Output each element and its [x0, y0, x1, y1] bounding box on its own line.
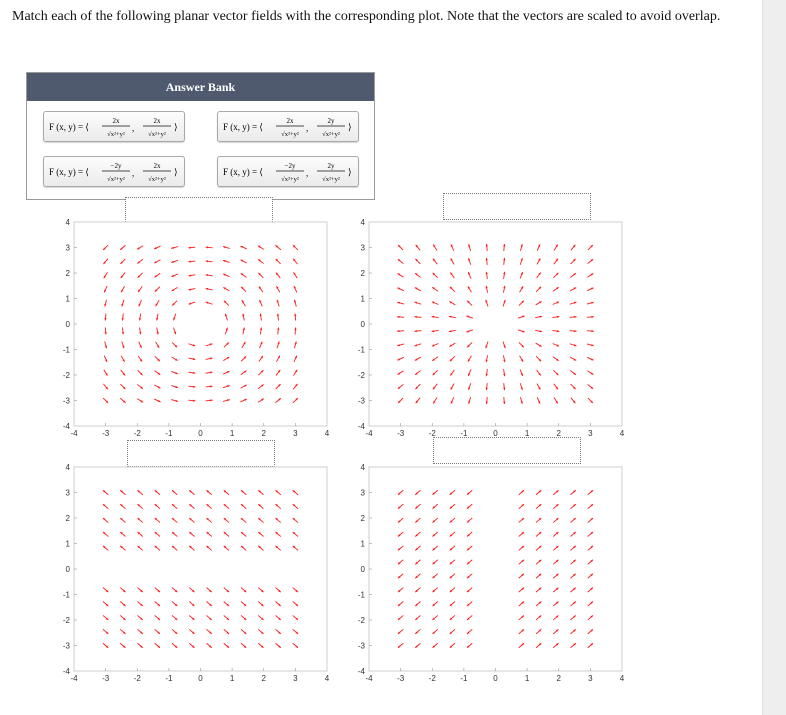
plot-frame — [74, 467, 327, 671]
x-tick-label: -3 — [102, 674, 110, 683]
formula-rhs: ⟩ — [348, 167, 352, 177]
denominator-1: √x²+y² — [107, 131, 125, 138]
formula-2 — [218, 112, 360, 143]
y-tick-label: 3 — [360, 488, 365, 498]
numerator-1: −2y — [284, 162, 296, 170]
numerator-1: 2x — [112, 117, 120, 125]
y-tick-label: -4 — [357, 422, 365, 431]
y-tick-label: 2 — [360, 514, 365, 523]
y-tick-label: 2 — [65, 269, 70, 278]
x-tick-label: -2 — [428, 429, 436, 438]
answer-bank — [26, 72, 375, 200]
y-tick-label: 1 — [360, 294, 365, 304]
x-tick-label: 4 — [324, 429, 330, 438]
question-text: Match each of the following planar vector fields with the corresponding plot. Note that the vectors are scaled to avoid overlap. — [12, 9, 721, 24]
vector-plot-4 — [357, 463, 627, 683]
formula-rhs: ⟩ — [174, 167, 178, 177]
x-tick-label: -1 — [460, 429, 468, 438]
x-tick-label: 4 — [324, 674, 330, 683]
formula-rhs: ⟩ — [348, 122, 352, 132]
answer-chip-2[interactable] — [217, 111, 359, 142]
x-tick-label: -1 — [165, 674, 173, 683]
comma: , — [132, 123, 135, 133]
formula-3 — [44, 157, 186, 188]
y-tick-label: 4 — [65, 463, 70, 472]
y-tick-label: 4 — [360, 463, 365, 472]
formula-lhs: F (x, y) = ⟨ — [49, 122, 89, 132]
x-tick-label: 3 — [293, 674, 298, 683]
formula-4 — [218, 157, 360, 188]
x-tick-label: -3 — [102, 429, 110, 438]
numerator-2: 2x — [153, 117, 161, 125]
x-tick-label: -4 — [70, 429, 78, 438]
y-tick-label: -4 — [357, 667, 365, 676]
x-tick-label: 2 — [556, 429, 561, 438]
y-tick-label: -3 — [357, 641, 365, 651]
y-tick-label: -1 — [62, 590, 70, 600]
denominator-1: √x²+y² — [281, 176, 299, 183]
x-tick-label: 4 — [619, 429, 625, 438]
x-tick-label: 1 — [229, 674, 235, 683]
x-tick-label: 2 — [261, 429, 266, 438]
formula-1 — [44, 112, 186, 143]
x-tick-label: -3 — [397, 429, 405, 438]
y-tick-label: -3 — [357, 396, 365, 406]
numerator-1: −2y — [110, 162, 122, 170]
y-tick-label: -2 — [357, 371, 365, 380]
y-tick-label: 3 — [360, 243, 365, 253]
formula-rhs: ⟩ — [174, 122, 178, 132]
x-tick-label: 0 — [198, 674, 203, 683]
x-tick-label: 1 — [524, 674, 530, 683]
right-sidebar — [762, 0, 786, 715]
comma: , — [132, 168, 135, 178]
formula-lhs: F (x, y) = ⟨ — [49, 167, 89, 177]
comma: , — [306, 168, 309, 178]
x-tick-label: 0 — [493, 429, 498, 438]
answer-bank-header: Answer Bank — [27, 73, 374, 101]
denominator-1: √x²+y² — [281, 131, 299, 138]
y-tick-label: 1 — [65, 294, 70, 304]
answer-chip-1[interactable] — [43, 111, 185, 142]
y-tick-label: -4 — [62, 667, 70, 676]
y-tick-label: -2 — [357, 616, 365, 625]
x-tick-label: 3 — [588, 674, 593, 683]
vector-plot-3 — [62, 463, 332, 683]
denominator-2: √x²+y² — [148, 131, 166, 138]
y-tick-label: -3 — [62, 641, 70, 651]
y-tick-label: -1 — [357, 590, 365, 600]
x-tick-label: -4 — [70, 674, 78, 683]
y-tick-label: -2 — [62, 616, 70, 625]
x-tick-label: 3 — [588, 429, 593, 438]
denominator-2: √x²+y² — [322, 131, 340, 138]
x-tick-label: -2 — [133, 429, 141, 438]
x-tick-label: 0 — [198, 429, 203, 438]
y-tick-label: -2 — [62, 371, 70, 380]
plot-frame — [74, 222, 327, 426]
numerator-2: 2y — [327, 162, 335, 170]
formula-lhs: F (x, y) = ⟨ — [223, 167, 263, 177]
numerator-2: 2x — [153, 162, 161, 170]
y-tick-label: 3 — [65, 243, 70, 253]
x-tick-label: 2 — [556, 674, 561, 683]
drop-zone-4[interactable] — [433, 437, 581, 464]
x-tick-label: -2 — [133, 674, 141, 683]
plot-frame — [369, 467, 622, 671]
y-tick-label: -3 — [62, 396, 70, 406]
formula-lhs: F (x, y) = ⟨ — [223, 122, 263, 132]
answer-chip-4[interactable] — [217, 156, 359, 187]
numerator-2: 2y — [327, 117, 335, 125]
y-tick-label: 1 — [65, 539, 70, 549]
answer-chip-3[interactable] — [43, 156, 185, 187]
x-tick-label: 4 — [619, 674, 625, 683]
x-tick-label: -1 — [165, 429, 173, 438]
x-tick-label: -3 — [397, 674, 405, 683]
y-tick-label: 2 — [360, 269, 365, 278]
y-tick-label: 0 — [65, 565, 70, 574]
x-tick-label: 1 — [229, 429, 235, 438]
denominator-2: √x²+y² — [148, 176, 166, 183]
x-tick-label: -4 — [365, 674, 373, 683]
y-tick-label: 0 — [65, 320, 70, 329]
denominator-1: √x²+y² — [107, 176, 125, 183]
y-tick-label: 2 — [65, 514, 70, 523]
x-tick-label: 1 — [524, 429, 530, 438]
y-tick-label: -1 — [62, 345, 70, 355]
x-tick-label: -4 — [365, 429, 373, 438]
x-tick-label: 0 — [493, 674, 498, 683]
plot-frame — [369, 222, 622, 426]
y-tick-label: -4 — [62, 422, 70, 431]
y-tick-label: 3 — [65, 488, 70, 498]
numerator-1: 2x — [286, 117, 294, 125]
vector-plot-1 — [62, 218, 332, 438]
y-tick-label: -1 — [357, 345, 365, 355]
y-tick-label: 0 — [360, 565, 365, 574]
y-tick-label: 4 — [65, 218, 70, 227]
denominator-2: √x²+y² — [322, 176, 340, 183]
x-tick-label: 3 — [293, 429, 298, 438]
comma: , — [306, 123, 309, 133]
x-tick-label: 2 — [261, 674, 266, 683]
y-tick-label: 1 — [360, 539, 365, 549]
y-tick-label: 4 — [360, 218, 365, 227]
drop-zone-2[interactable] — [443, 193, 591, 220]
x-tick-label: -2 — [428, 674, 436, 683]
y-tick-label: 0 — [360, 320, 365, 329]
vector-plot-2 — [357, 218, 627, 438]
x-tick-label: -1 — [460, 674, 468, 683]
